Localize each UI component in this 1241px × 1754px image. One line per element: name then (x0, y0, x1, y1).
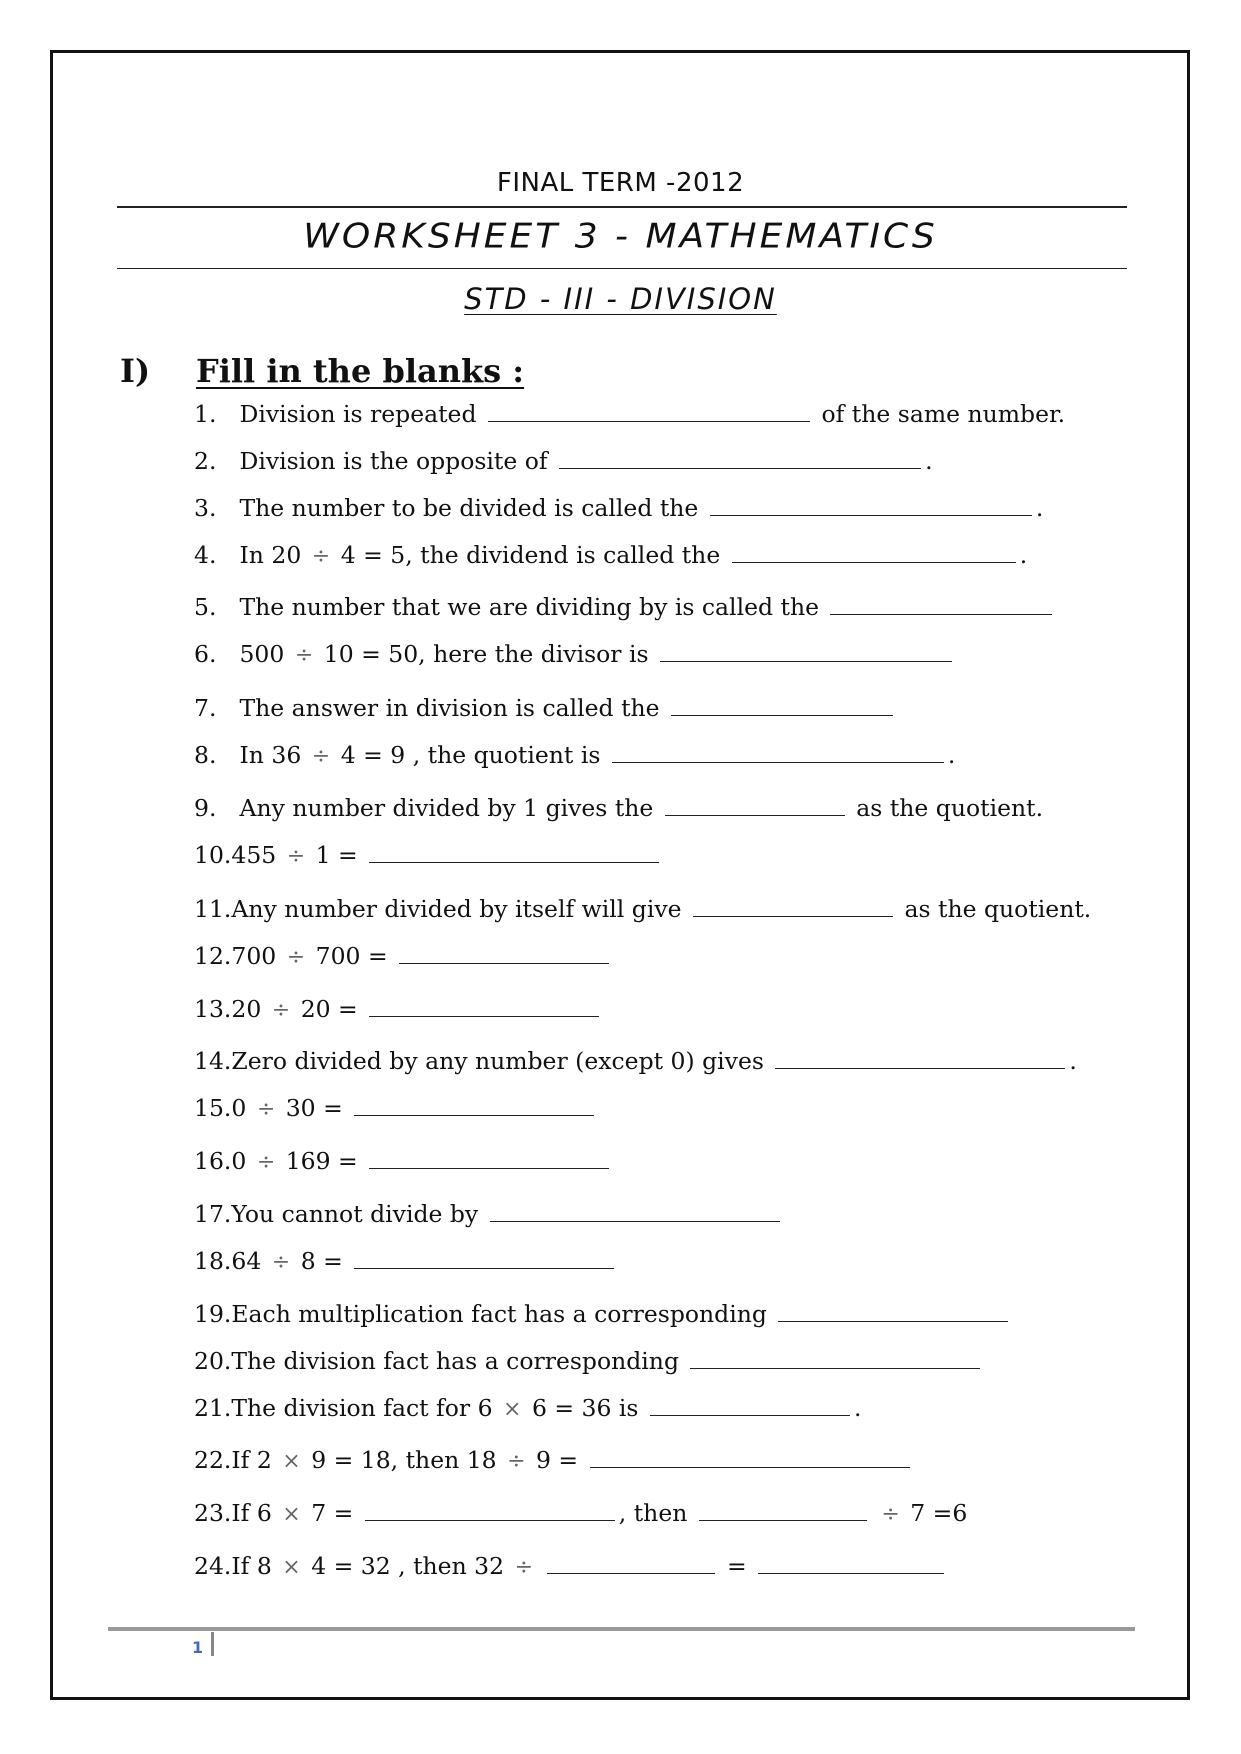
question-number: 17. (194, 1200, 232, 1228)
question-text: The number to be divided is called the (239, 494, 699, 522)
answer-blank[interactable] (488, 403, 810, 422)
question-text-end: as the quotient. (856, 794, 1044, 822)
question-number: 14. (194, 1047, 232, 1075)
question-7 (194, 694, 897, 722)
question-22 (194, 1446, 914, 1474)
question-text-2: 30 = (285, 1094, 343, 1122)
answer-blank[interactable] (778, 1303, 1008, 1322)
question-text: You cannot divide by (231, 1200, 479, 1228)
question-21 (194, 1394, 861, 1422)
question-text: The number that we are dividing by is called the (239, 593, 819, 621)
question-text-3: 9 = (536, 1446, 579, 1474)
answer-blank[interactable] (590, 1449, 910, 1468)
question-text-2: 700 = (315, 942, 388, 970)
question-text: 64 (231, 1247, 262, 1275)
question-text: The answer in division is called the (239, 694, 660, 722)
question-10 (194, 841, 663, 869)
question-text: 0 (231, 1147, 247, 1175)
question-text: Any number divided by itself will give (231, 895, 682, 923)
answer-blank-2[interactable] (699, 1502, 867, 1521)
question-text: If 2 (231, 1446, 272, 1474)
question-text: 455 (231, 841, 277, 869)
question-number: 2. (194, 447, 217, 475)
answer-blank[interactable] (650, 1397, 850, 1416)
times-icon: × (282, 1502, 301, 1527)
question-6 (194, 640, 956, 668)
divide-icon: ÷ (256, 1097, 276, 1122)
question-number: 8. (194, 741, 217, 769)
question-text-end: . (925, 447, 933, 475)
question-text-end: as the quotient. (904, 895, 1092, 923)
question-number: 7. (194, 694, 217, 722)
question-text-2: 4 = 5, the dividend is called the (340, 541, 721, 569)
question-number: 9. (194, 794, 217, 822)
question-text: If 8 (231, 1552, 272, 1580)
term-heading: FINAL TERM -2012 (496, 168, 745, 198)
question-number: 6. (194, 640, 217, 668)
question-text: In 36 (239, 741, 302, 769)
divide-icon: ÷ (881, 1502, 900, 1527)
question-17 (194, 1200, 784, 1228)
question-number: 3. (194, 494, 217, 522)
question-text: In 20 (239, 541, 302, 569)
question-13 (194, 995, 603, 1023)
answer-blank[interactable] (490, 1203, 780, 1222)
question-text-2: 4 = 32 , then 32 (311, 1552, 505, 1580)
question-18 (194, 1247, 618, 1275)
question-2 (194, 447, 933, 475)
subtitle-text: STD - III - DIVISION (464, 282, 777, 316)
question-text: Each multiplication fact has a corresponding (231, 1300, 767, 1328)
answer-blank[interactable] (690, 1350, 980, 1369)
question-text: Division is repeated (239, 400, 477, 428)
question-text-3: , then (618, 1499, 688, 1527)
divide-icon: ÷ (514, 1555, 533, 1580)
divide-icon: ÷ (507, 1449, 526, 1474)
question-text: The division fact has a corresponding (231, 1347, 679, 1375)
question-number: 23. (194, 1499, 232, 1527)
answer-blank[interactable] (775, 1050, 1065, 1069)
question-16 (194, 1147, 613, 1175)
question-11 (194, 895, 1091, 923)
section-number: I) (120, 352, 151, 390)
question-text: Zero divided by any number (except 0) gives (231, 1047, 764, 1075)
question-24 (194, 1552, 948, 1580)
question-text: Any number divided by 1 gives the (239, 794, 654, 822)
answer-blank[interactable] (369, 1150, 609, 1169)
answer-blank[interactable] (369, 844, 659, 863)
divide-icon: ÷ (286, 844, 306, 869)
divide-icon: ÷ (271, 998, 291, 1023)
answer-blank-2[interactable] (758, 1555, 944, 1574)
question-text: If 6 (231, 1499, 272, 1527)
question-15 (194, 1094, 598, 1122)
question-text-end: . (1019, 541, 1028, 569)
question-text-end: of the same number. (821, 400, 1066, 428)
divide-icon: ÷ (256, 1150, 276, 1175)
question-number: 11. (194, 895, 232, 923)
question-5 (194, 593, 1056, 621)
question-number: 4. (194, 541, 217, 569)
answer-blank[interactable] (354, 1250, 614, 1269)
question-number: 24. (194, 1552, 232, 1580)
times-icon: × (503, 1397, 522, 1422)
question-text-end: . (947, 741, 956, 769)
page-number: 1 (192, 1638, 204, 1657)
answer-blank[interactable] (710, 497, 1032, 516)
worksheet-subtitle (0, 282, 1241, 316)
answer-blank[interactable] (671, 697, 893, 716)
divide-icon: ÷ (294, 643, 314, 668)
question-number: 13. (194, 995, 232, 1023)
answer-blank[interactable] (693, 898, 893, 917)
answer-blank[interactable] (660, 643, 952, 662)
question-text-2: 9 = 18, then 18 (311, 1446, 497, 1474)
answer-blank[interactable] (732, 544, 1016, 563)
question-text-end: . (1035, 494, 1044, 522)
heading-rule-top (117, 206, 1127, 208)
divide-icon: ÷ (311, 544, 331, 569)
question-text-2: 169 = (285, 1147, 358, 1175)
question-number: 18. (194, 1247, 232, 1275)
question-number: 1. (194, 400, 217, 428)
question-number: 15. (194, 1094, 232, 1122)
heading-rule-bottom (117, 268, 1127, 269)
question-text: 0 (231, 1094, 247, 1122)
question-3 (194, 494, 1043, 522)
question-text-2: 6 = 36 is (531, 1394, 639, 1422)
footer-rule (108, 1627, 1135, 1631)
question-number: 12. (194, 942, 232, 970)
question-text-2: 1 = (315, 841, 358, 869)
answer-blank[interactable] (369, 998, 599, 1017)
answer-blank[interactable] (399, 945, 609, 964)
answer-blank-1[interactable] (365, 1502, 615, 1521)
question-number: 10. (194, 841, 232, 869)
question-text-2: 7 = (311, 1499, 354, 1527)
times-icon: × (282, 1555, 301, 1580)
worksheet-title: WORKSHEET 3 - MATHEMATICS (303, 217, 938, 256)
question-4 (194, 541, 1027, 569)
answer-blank[interactable] (665, 797, 845, 816)
question-19 (194, 1300, 1012, 1328)
divide-icon: ÷ (271, 1250, 291, 1275)
divide-icon: ÷ (311, 744, 331, 769)
page-number-divider (211, 1632, 214, 1656)
question-text-2: 10 = 50, here the divisor is (323, 640, 649, 668)
question-text-2: 20 = (300, 995, 358, 1023)
question-20 (194, 1347, 984, 1375)
question-text: 20 (231, 995, 262, 1023)
question-text: 500 (239, 640, 285, 668)
answer-blank[interactable] (559, 450, 921, 469)
question-text: Division is the opposite of (239, 447, 548, 475)
answer-blank[interactable] (612, 744, 944, 763)
times-icon: × (282, 1449, 301, 1474)
question-text: 700 (231, 942, 277, 970)
question-number: 16. (194, 1147, 232, 1175)
divide-icon: ÷ (286, 945, 306, 970)
question-14 (194, 1047, 1077, 1075)
question-number: 22. (194, 1446, 232, 1474)
question-text-3: = (726, 1552, 747, 1580)
question-number: 5. (194, 593, 217, 621)
question-text-end: . (853, 1394, 862, 1422)
question-9 (194, 794, 1043, 822)
question-12 (194, 942, 613, 970)
answer-blank[interactable] (830, 596, 1052, 615)
question-text-4: 7 =6 (910, 1499, 968, 1527)
question-number: 21. (194, 1394, 232, 1422)
question-8 (194, 741, 955, 769)
question-text-end: . (1069, 1047, 1077, 1075)
question-23 (194, 1499, 967, 1527)
question-1 (194, 400, 1065, 428)
question-text: The division fact for 6 (231, 1394, 493, 1422)
answer-blank-1[interactable] (547, 1555, 715, 1574)
question-number: 20. (194, 1347, 232, 1375)
question-text-2: 4 = 9 , the quotient is (340, 741, 601, 769)
question-number: 19. (194, 1300, 232, 1328)
section-title: Fill in the blanks : (196, 352, 525, 390)
question-text-2: 8 = (300, 1247, 343, 1275)
answer-blank[interactable] (354, 1097, 594, 1116)
